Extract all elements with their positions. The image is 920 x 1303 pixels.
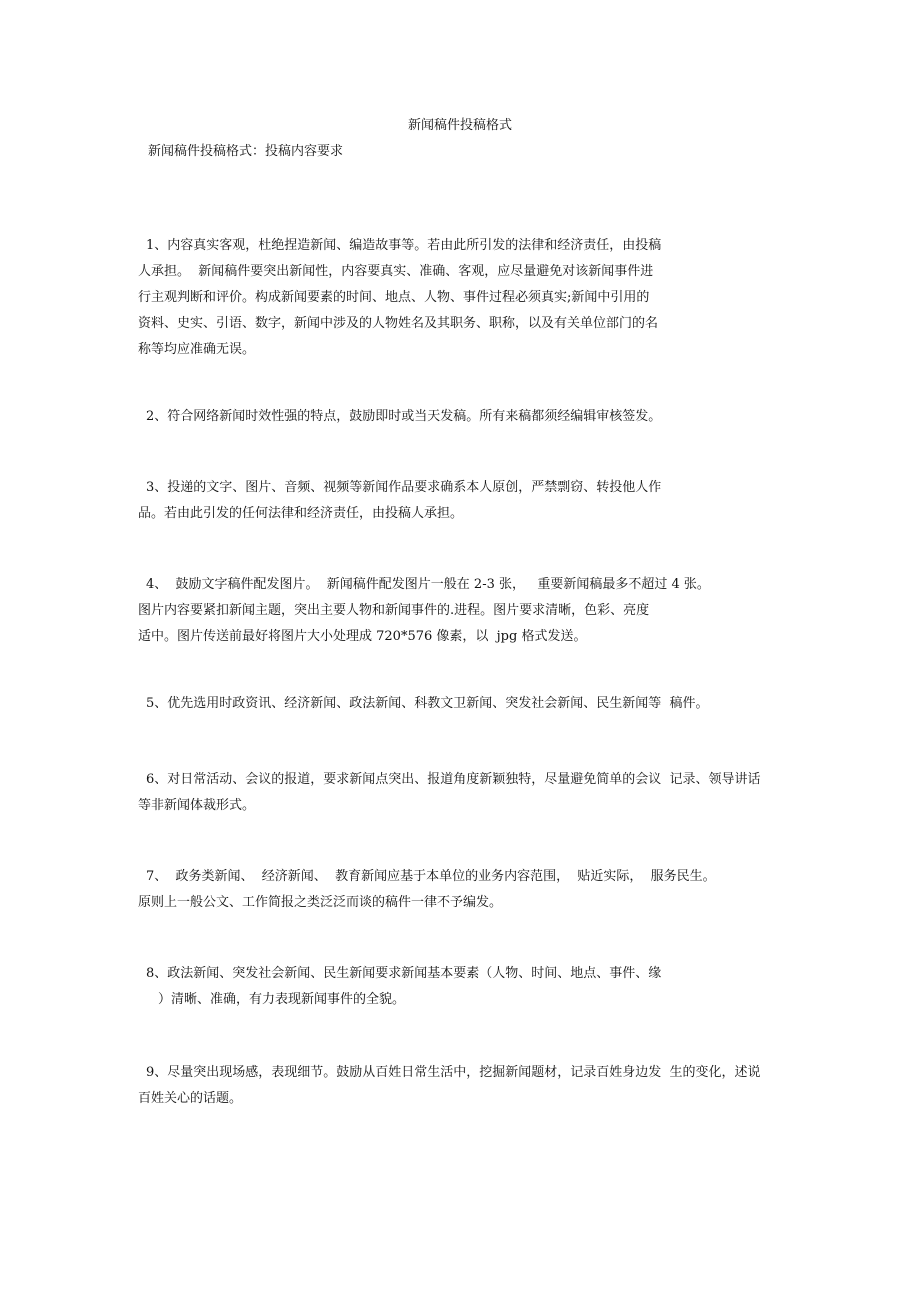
paragraph-line: 5、优先选用时政资讯、经济新闻、政法新闻、科教文卫新闻、突发社会新闻、民生新闻等 稿件。: [146, 696, 709, 711]
requirement-item-7: [138, 864, 778, 916]
document-title: 新闻稿件投稿格式: [407, 118, 512, 133]
paragraph-line: 9、尽量突出现场感，表现细节。鼓励从百姓日常生活中，挖掘新闻题材，记录百姓身边发 生的变化，述说: [146, 1065, 761, 1080]
requirement-item-8: [138, 961, 778, 1013]
requirement-item-4: [138, 572, 778, 650]
document-subtitle: 新闻稿件投稿格式：投稿内容要求: [148, 144, 344, 159]
requirement-item-5: [138, 691, 778, 717]
paragraph-line: 8、政法新闻、突发社会新闻、民生新闻要求新闻基本要素（人物、时间、地点、事件、缘: [146, 966, 662, 981]
paragraph-line: 等非新闻体裁形式。: [138, 798, 256, 813]
paragraph-line: 资料、史实、引语、数字，新闻中涉及的人物姓名及其职务、职称，以及有关单位部门的名: [138, 316, 659, 331]
paragraph-line: 3、投递的文字、图片、音频、视频等新闻作品要求确系本人原创，严禁剽窃、转投他人作: [146, 480, 662, 495]
paragraph-line: 1、内容真实客观，杜绝捏造新闻、编造故事等。若由此所引发的法律和经济责任，由投稿: [146, 238, 662, 253]
paragraph-line: 2、符合网络新闻时效性强的特点，鼓励即时或当天发稿。所有来稿都须经编辑审核签发。: [146, 409, 662, 424]
paragraph-line: 适中。图片传送前最好将图片大小处理成 720*576 像素，以 jpg 格式发送。: [138, 629, 587, 644]
paragraph-line: ）清晰、准确，有力表现新闻事件的全貌。: [158, 992, 406, 1007]
paragraph-line: 图片内容要紧扣新闻主题，突出主要人物和新闻事件的.进程。图片要求清晰，色彩、亮度: [138, 603, 650, 618]
requirement-item-2: [138, 404, 778, 430]
requirement-item-6: [138, 767, 778, 819]
requirement-item-3: [138, 475, 778, 527]
paragraph-line: 行主观判断和评价。构成新闻要素的时间、地点、人物、事件过程必须真实;新闻中引用的: [138, 290, 650, 305]
paragraph-line: 7、 政务类新闻、 经济新闻、 教育新闻应基于本单位的业务内容范围， 贴近实际， 服务民生。: [146, 869, 716, 884]
requirement-item-1: [138, 233, 778, 363]
paragraph-line: 4、 鼓励文字稿件配发图片。 新闻稿件配发图片一般在 2-3 张， 重要新闻稿最多不超过 4 张。: [146, 577, 710, 592]
paragraph-line: 称等均应准确无误。: [138, 342, 256, 357]
paragraph-line: 原则上一般公文、工作简报之类泛泛而谈的稿件一律不予编发。: [138, 895, 503, 910]
paragraph-line: 品。若由此引发的任何法律和经济责任，由投稿人承担。: [138, 506, 464, 521]
paragraph-line: 百姓关心的话题。: [138, 1091, 243, 1106]
paragraph-line: 6、对日常活动、会议的报道，要求新闻点突出、报道角度新颖独特，尽量避免简单的会议 记录、领导讲话: [146, 772, 761, 787]
requirement-item-9: [138, 1060, 778, 1112]
paragraph-line: 人承担。 新闻稿件要突出新闻性，内容要真实、准确、客观，应尽量避免对该新闻事件进: [138, 264, 654, 279]
